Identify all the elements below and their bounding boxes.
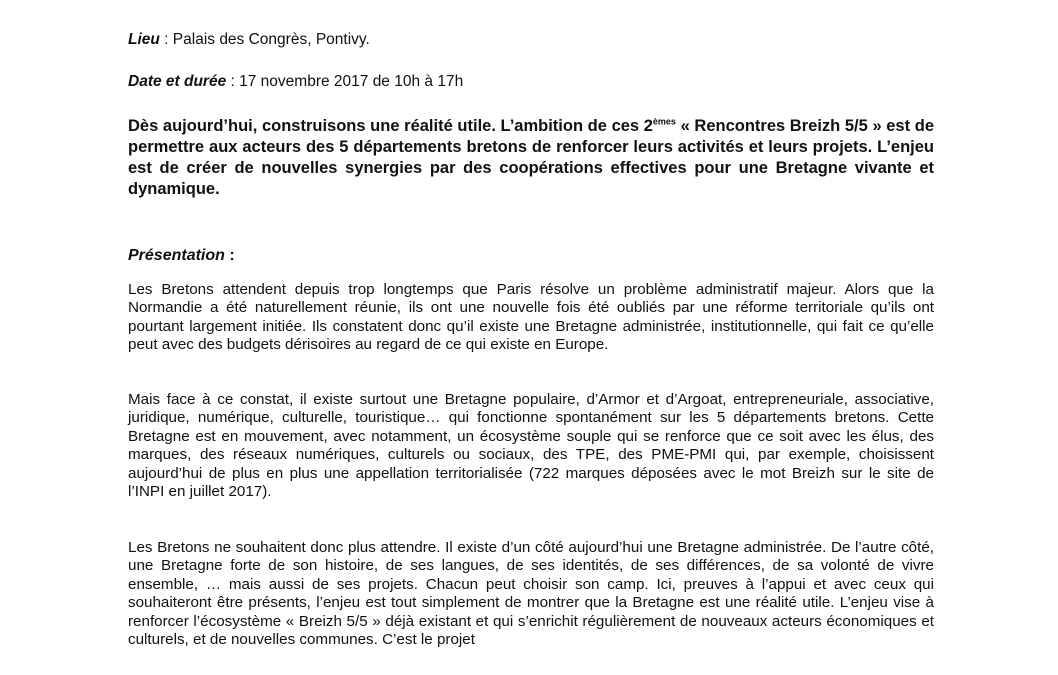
section-heading	[128, 245, 235, 266]
body-paragraph: Les Bretons attendent depuis trop longtemps que Paris résolve un problème administratif majeur. Alors que la Normandie a été naturellement réunie, ils ont une nouvelle fois été oubliés par une réforme territoriale qu’ils ont pourtant largement initiée. Ils constatent donc qu’il existe une Bretagne administrée, institutionnelle, qui fait ce qu’elle peut avec des budgets dérisoires au regard de ce qui existe en Europe.	[128, 281, 934, 354]
intro-paragraph	[128, 116, 934, 200]
body-paragraph: Mais face à ce constat, il existe surtout une Bretagne populaire, d’Armor et d’Argoat, entrepreneuriale, associative, juridique, numérique, culturelle, touristique… qui fonctionne spontanément sur les 5 départements bretons. Cette Bretagne est en mouvement, avec notamment, un écosystème souple qui se renforce que ce soit avec les élus, des marques, des réseaux numériques, culturels ou sociaux, des TPE, des PME-PMI qui, par exemple, choisissent aujourd’hui de plus en plus une appellation territorialisée (722 marques déposées avec le mot Breizh sur le site de l’INPI en juillet 2017).	[128, 391, 934, 501]
intro-superscript: èmes	[652, 116, 676, 127]
section-heading-text: Présentation	[128, 247, 225, 264]
body-paragraph: Les Bretons ne souhaitent donc plus attendre. Il existe d’un côté aujourd’hui une Bretagne administrée. De l’autre côté, une Bretagne forte de son histoire, de ses langues, de ses identités, de ses différences, de sa volonté de vivre ensemble, … mais aussi de ses projets. Chacun peut choisir son camp. Ici, preuves à l’appui et avec ceux qui souhaiteront être présents, l’enjeu est tout simplement de montrer que la Bretagne est une réalité utile. L’enjeu vise à renforcer l’écosystème « Breizh 5/5 » déjà existant et qui s’enrichit régulièrement de nouveaux acteurs économiques et culturels, et de nouvelles communes. C’est le projet	[128, 539, 934, 649]
intro-text-start: Dès aujourd’hui, construisons une réalité utile. L’ambition de ces 2	[128, 117, 653, 135]
date-label: Date et durée	[128, 73, 227, 90]
location-value: : Palais des Congrès, Pontivy.	[159, 31, 370, 48]
date-value: : 17 novembre 2017 de 10h à 17h	[226, 73, 464, 90]
intro-text-end: « Rencontres Breizh 5/5 » est de permettre aux acteurs des 5 départements bretons de renforcer leurs activités et leurs projets. L’enjeu est de créer de nouvelles synergies par des coopérations effectives pour une Bretagne vivante et dynamique.	[128, 117, 934, 198]
location-line	[128, 30, 370, 50]
date-line	[128, 72, 463, 92]
section-heading-colon: :	[224, 247, 235, 264]
location-label: Lieu	[128, 31, 160, 48]
